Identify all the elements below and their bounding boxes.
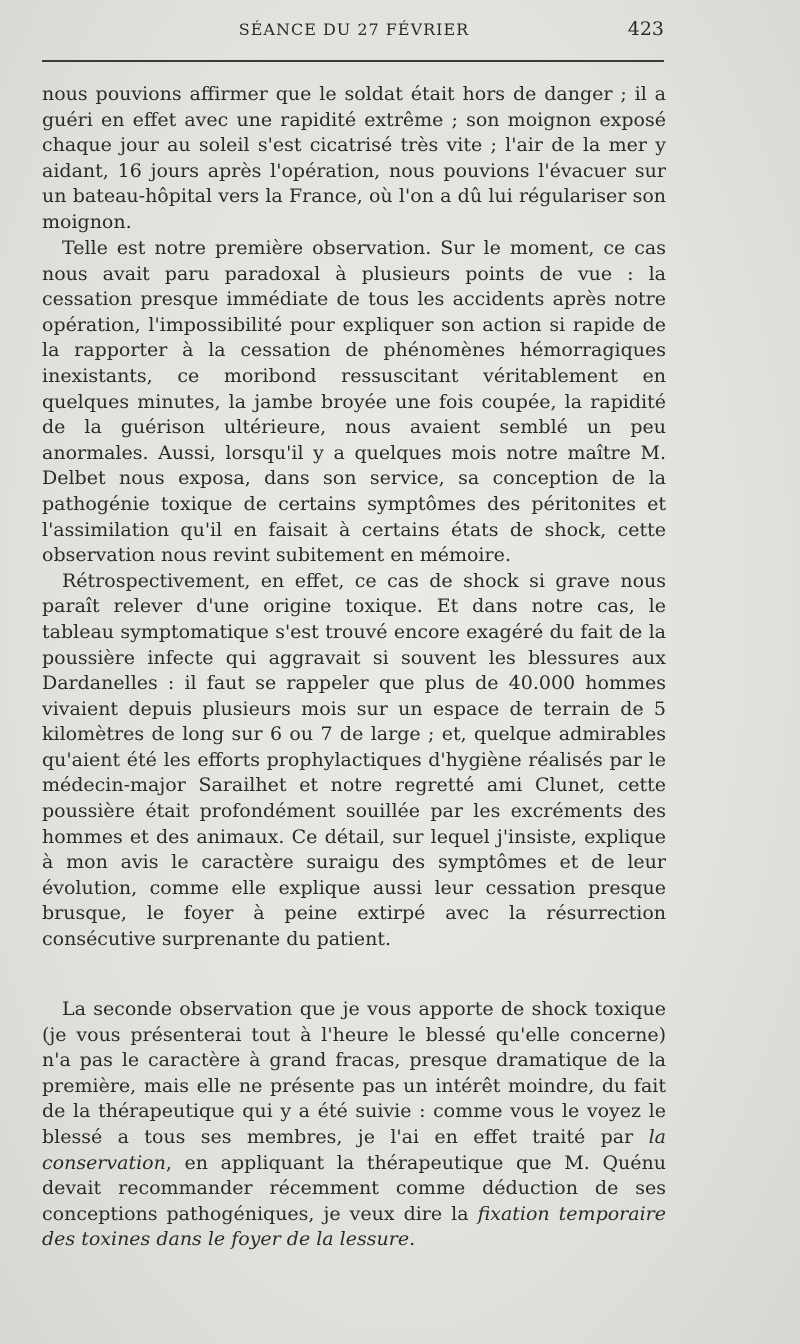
page-header	[42, 18, 666, 46]
paragraph-block-observation	[42, 236, 666, 953]
paragraph-block-second-observation	[42, 997, 666, 1253]
header-rule	[42, 60, 664, 62]
paragraph-4	[42, 997, 666, 1253]
paragraph-4-part-b: , en appliquant la thérapeutique que M. Quénu devait recommander récemment comme déduction de ses conceptions pathogéniques, je veux dire la	[42, 1151, 666, 1225]
running-title: SÉANCE DU 27 FÉVRIER	[238, 20, 470, 39]
page-number: 423	[627, 18, 664, 40]
paragraph-4-part-a: La seconde observation que je vous apporte de shock toxique (je vous présenterai tout à l'heure le blessé qu'elle concerne) n'a pas le caractère à grand fracas, presque dramatique de la première, mais elle ne présente pas un intérêt moindre, du fait de la thérapeutique qui y a été suivie : comme vous le voyez le blessé a tous ses membres, je l'ai en effet traité par	[42, 998, 666, 1148]
paragraph-3: Rétrospectivement, en effet, ce cas de shock si grave nous paraît relever d'une origine toxique. Et dans notre cas, le tableau symptomatique s'est trouvé encore exagéré du fait de la poussière infecte qui aggravait si souvent les blessures aux Dardanelles : il faut se rappeler que plus de 40.000 hommes vivaient depuis plusieurs mois sur un espace de terrain de 5 kilomètres de long sur 6 ou 7 de large ; et, quelque admirables qu'aient été les efforts prophylactiques d'hygiène réalisés par le médecin-major Sarailhet et notre regretté ami Clunet, cette poussière était profondément souillée par les excréments des hommes et des animaux. Ce détail, sur lequel j'insiste, explique à mon avis le caractère suraigu des symptômes et de leur évolution, comme elle explique aussi leur cessation presque brusque, le foyer à peine extirpé avec la résurrection consécutive surprenante du patient.	[42, 569, 666, 951]
paragraph-1: nous pouvions affirmer que le soldat était hors de danger ; il a guéri en effet avec une rapidité extrême ; son moignon exposé chaque jour au soleil s'est cicatrisé très vite ; l'air de la mer y aidant, 16 jours après l'opération, nous pouvions l'évacuer sur un bateau-hôpital vers la France, où l'on a dû lui régulariser son moignon.	[42, 83, 666, 233]
paragraph-2: Telle est notre première observation. Sur le moment, ce cas nous avait paru paradoxal à plusieurs points de vue : la cessation presque immédiate de tous les accidents après notre opération, l'impossibilité pour expliquer son action si rapide de la rapporter à la cessation de phénomènes hémorragiques inexistants, ce moribond ressuscitant véritablement en quelques minutes, la jambe broyée une fois coupée, la rapidité de la guérison ultérieure, nous avaient semblé un peu anormales. Aussi, lorsqu'il y a quelques mois notre maître M. Delbet nous exposa, dans son service, sa conception de la pathogénie toxique de certains symptômes des péritonites et l'assimilation qu'il en faisait à certains états de shock, cette observation nous revint subitement en mémoire.	[42, 237, 666, 567]
paragraph-4-emphasis-conservation: la conservation	[42, 1125, 666, 1174]
paragraph-continuation	[42, 82, 666, 236]
paragraph-4-part-c: .	[409, 1228, 416, 1251]
paragraph-4-emphasis-fixation: fixation temporaire des toxines dans le foyer de la lessure	[42, 1202, 666, 1251]
